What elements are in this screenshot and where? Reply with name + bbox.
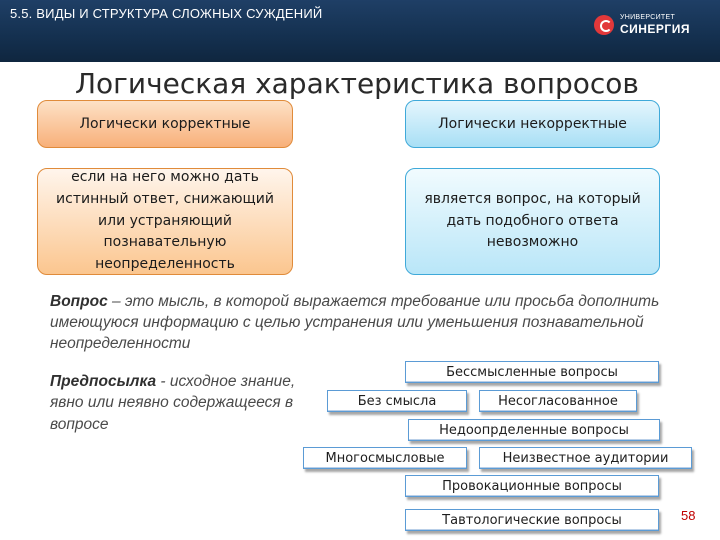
premise-term: Предпосылка xyxy=(50,373,157,390)
premise-definition xyxy=(50,371,300,435)
tag-unknown-audience: Неизвестное аудитории xyxy=(479,447,692,469)
tag-provocative-questions: Провокационные вопросы xyxy=(405,475,659,497)
definition-text: – это мысль, в которой выражается требование или просьба дополнить имеющуюся информацию с целью устранения или уменьшения познавательной неопределенности xyxy=(50,293,660,352)
incorrect-description: является вопрос, на который дать подобного ответа невозможно xyxy=(424,190,641,251)
correct-description: если на него можно дать истинный ответ, снижающий или устраняющий познавательную неопределенность xyxy=(56,169,274,273)
incorrect-header-box xyxy=(405,100,660,148)
tag-underdefined-questions: Недоопрделенные вопросы xyxy=(408,419,660,441)
correct-description-box xyxy=(37,168,293,275)
premise-text: - исходное знание, явно или неявно содержащееся в вопросе xyxy=(50,373,296,433)
university-logo xyxy=(594,14,690,35)
logo-top-text: УНИВЕРСИТЕТ xyxy=(619,14,676,21)
tag-no-sense: Без смысла xyxy=(327,390,467,412)
correct-header-box xyxy=(37,100,293,148)
section-title: 5.5. ВИДЫ И СТРУКТУРА СЛОЖНЫХ СУЖДЕНИЙ xyxy=(10,6,323,21)
synergy-logo-icon xyxy=(594,15,614,35)
tag-inconsistent: Несогласованное xyxy=(479,390,637,412)
header-bar xyxy=(0,0,720,62)
incorrect-label: Логически некорректные xyxy=(438,116,627,132)
page-number: 58 xyxy=(681,508,696,523)
correct-label: Логически корректные xyxy=(79,116,251,132)
tag-ambiguous: Многосмысловые xyxy=(303,447,467,469)
tag-meaningless-questions: Бессмысленные вопросы xyxy=(405,361,659,383)
definition-term: Вопрос xyxy=(50,293,108,310)
logo-bottom-text: СИНЕРГИЯ xyxy=(619,22,690,36)
question-definition xyxy=(50,292,670,355)
incorrect-description-box xyxy=(405,168,660,275)
slide-title: Логическая характеристика вопросов xyxy=(75,67,639,100)
tag-tautological-questions: Тавтологические вопросы xyxy=(405,509,659,531)
